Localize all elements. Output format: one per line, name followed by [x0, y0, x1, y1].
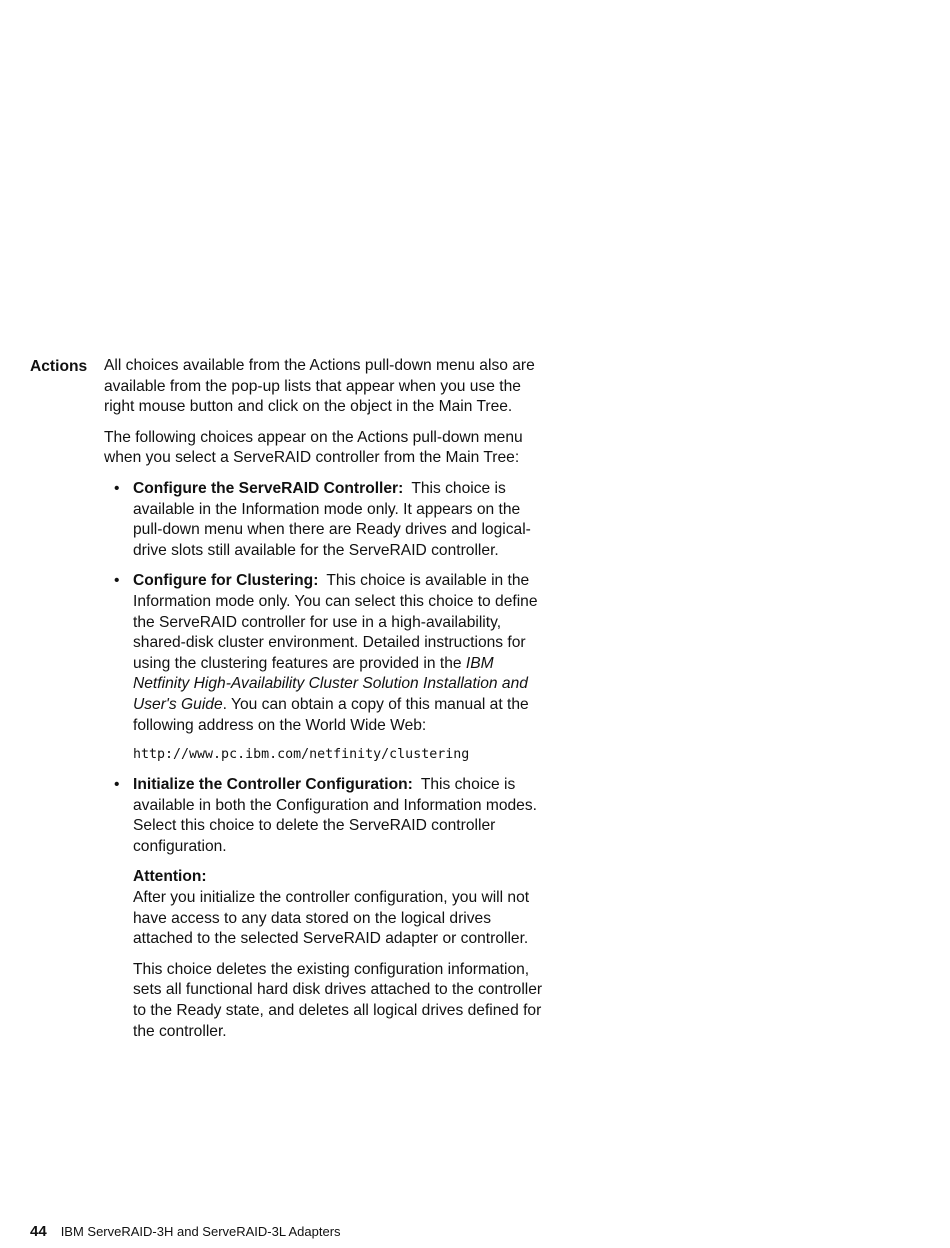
list-item — [104, 571, 549, 765]
web-address: http://www.pc.ibm.com/netfinity/clustering — [133, 747, 470, 763]
attention-label: Attention: — [133, 868, 207, 886]
choices-list — [104, 479, 549, 1042]
choice-description: This choice is available in both the Configuration and Information modes. Select this choice to delete the ServeRAID controller configuration. — [133, 776, 537, 855]
choice-detail: This choice deletes the existing configuration information, sets all functional hard disk drives attached to the controller to the Ready state, and deletes all logical drives defined for the controller. — [133, 960, 543, 1040]
section-content — [104, 356, 549, 1052]
choice-term: Configure the ServeRAID Controller: — [133, 479, 404, 497]
choice-term: Configure for Clustering: — [133, 572, 319, 590]
choice-term: Initialize the Controller Configuration: — [133, 776, 413, 794]
bullet: • — [114, 572, 120, 590]
book-title: IBM Netfinity High-Availability Cluster Solution Installation and User's Guide — [133, 654, 528, 713]
list-item — [104, 479, 549, 561]
choice-description-end: . You can obtain a copy of this manual at the following address on the World Wide Web: — [133, 695, 529, 734]
attention-text: After you initialize the controller configuration, you will not have access to any data stored on the logical drives attached to the selected ServeRAID adapter or controller. — [133, 889, 530, 948]
bullet: • — [114, 479, 120, 497]
footer-title: IBM ServeRAID-3H and ServeRAID-3L Adapters — [60, 1224, 341, 1239]
choice-paragraph — [133, 479, 549, 561]
bullet: • — [114, 776, 120, 794]
choice-paragraph — [133, 775, 549, 857]
section-label: Actions — [30, 358, 88, 375]
intro-paragraph: All choices available from the Actions pull-down menu also are available from the pop-up lists that appear when you use the right mouse button and click on the object in the Main Tree. — [104, 357, 535, 416]
choice-description: This choice is available in the Information mode only. It appears on the pull-down menu when there are Ready drives and logical-drive slots still available for the ServeRAID controller. — [133, 479, 531, 559]
page-number: 44 — [30, 1223, 47, 1240]
choice-paragraph — [133, 571, 549, 736]
page-footer — [30, 1222, 341, 1242]
choice-description: This choice is available in the Information mode only. You can select this choice to define the ServeRAID controller for use in a high-availability, shared-disk cluster environment. Detailed instructions for using the clustering features are provided in the — [133, 572, 538, 672]
list-item — [104, 775, 549, 1042]
lead-paragraph: The following choices appear on the Actions pull-down menu when you select a ServeRAID controller from the Main Tree: — [104, 428, 523, 467]
